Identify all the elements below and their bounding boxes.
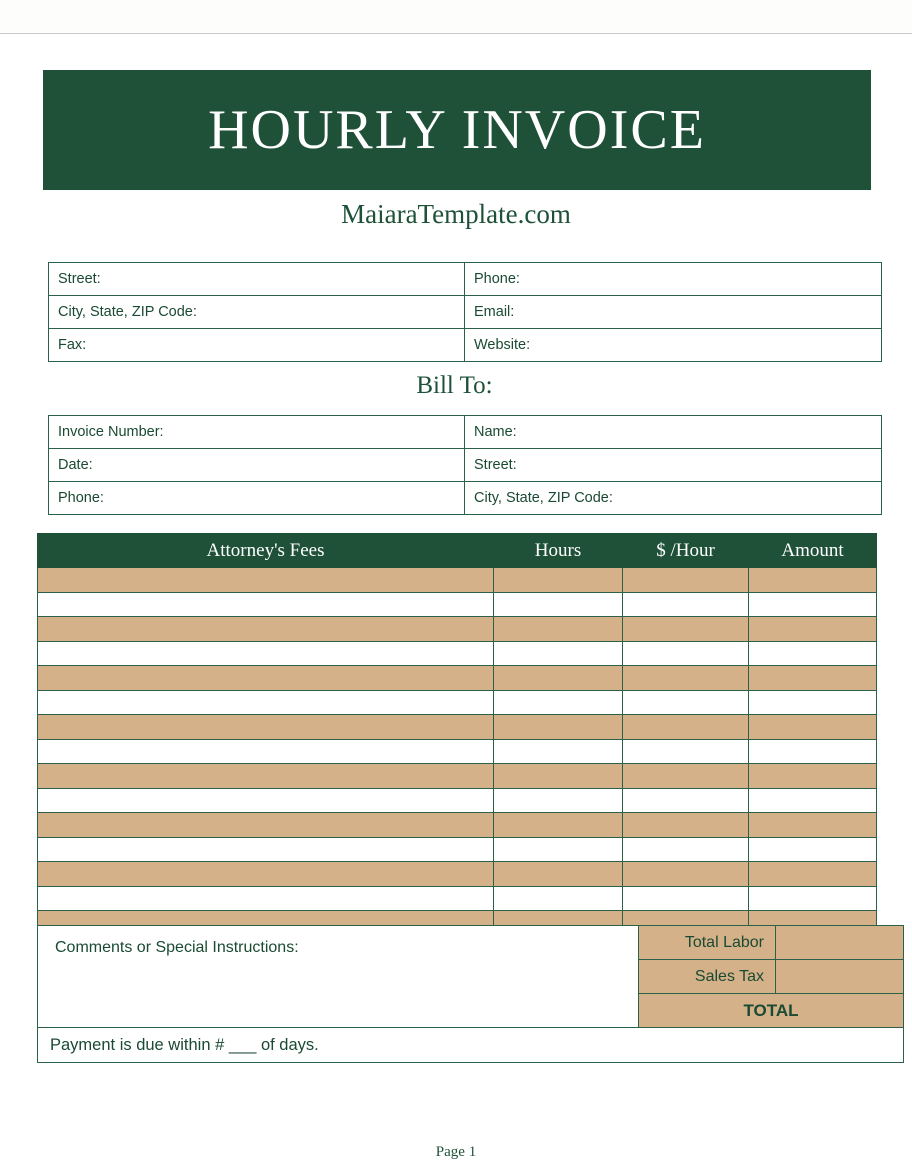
line-item-rate-cell[interactable]: [623, 886, 749, 911]
line-item-hours-cell[interactable]: [494, 764, 623, 789]
line-item-amount-cell[interactable]: [749, 592, 877, 617]
line-item-amount-cell[interactable]: [749, 641, 877, 666]
line-item-rate-cell[interactable]: [623, 666, 749, 691]
field-client-name[interactable]: Name:: [465, 416, 882, 449]
line-item-hours-cell[interactable]: [494, 862, 623, 887]
line-item-rate-cell[interactable]: [623, 617, 749, 642]
comments-cell[interactable]: Comments or Special Instructions:: [38, 926, 639, 1028]
line-item-hours-cell[interactable]: [494, 788, 623, 813]
column-header-rate: $ /Hour: [623, 534, 749, 568]
line-items-header-row: [38, 534, 877, 568]
line-item-rate-cell[interactable]: [623, 764, 749, 789]
line-item-row: [38, 617, 877, 642]
contact-info-table: [48, 262, 882, 362]
line-item-row: [38, 568, 877, 593]
line-item-rate-cell[interactable]: [623, 641, 749, 666]
field-phone[interactable]: Phone:: [465, 263, 882, 296]
line-item-hours-cell[interactable]: [494, 739, 623, 764]
field-city-state-zip[interactable]: City, State, ZIP Code:: [49, 296, 465, 329]
field-website[interactable]: Website:: [465, 329, 882, 362]
page-bottom-cutoff: [0, 1144, 912, 1160]
line-item-row: [38, 690, 877, 715]
line-item-row: [38, 715, 877, 740]
line-item-amount-cell[interactable]: [749, 788, 877, 813]
field-fax[interactable]: Fax:: [49, 329, 465, 362]
line-item-amount-cell[interactable]: [749, 886, 877, 911]
total-labor-label: Total Labor: [639, 926, 776, 960]
table-row: [49, 296, 882, 329]
line-item-hours-cell[interactable]: [494, 715, 623, 740]
line-item-amount-cell[interactable]: [749, 568, 877, 593]
line-item-rate-cell[interactable]: [623, 788, 749, 813]
sales-tax-value[interactable]: [776, 960, 904, 994]
table-row: [49, 329, 882, 362]
line-item-description-cell[interactable]: [38, 862, 494, 887]
line-item-description-cell[interactable]: [38, 715, 494, 740]
line-item-hours-cell[interactable]: [494, 886, 623, 911]
field-client-street[interactable]: Street:: [465, 449, 882, 482]
grand-total-label: TOTAL: [639, 994, 904, 1028]
line-item-description-cell[interactable]: [38, 837, 494, 862]
line-item-row: [38, 764, 877, 789]
line-item-row: [38, 862, 877, 887]
table-row: [38, 926, 904, 960]
table-row: [49, 416, 882, 449]
line-item-rate-cell[interactable]: [623, 568, 749, 593]
line-item-hours-cell[interactable]: [494, 617, 623, 642]
field-invoice-number[interactable]: Invoice Number:: [49, 416, 465, 449]
table-row: [49, 449, 882, 482]
line-item-rate-cell[interactable]: [623, 592, 749, 617]
line-item-hours-cell[interactable]: [494, 837, 623, 862]
column-header-amount: Amount: [749, 534, 877, 568]
column-header-hours: Hours: [494, 534, 623, 568]
line-item-description-cell[interactable]: [38, 739, 494, 764]
line-item-rate-cell[interactable]: [623, 862, 749, 887]
line-item-description-cell[interactable]: [38, 788, 494, 813]
line-item-hours-cell[interactable]: [494, 592, 623, 617]
line-item-description-cell[interactable]: [38, 764, 494, 789]
column-header-description: Attorney's Fees: [38, 534, 494, 568]
title-banner: [43, 70, 871, 190]
line-item-rate-cell[interactable]: [623, 690, 749, 715]
line-item-hours-cell[interactable]: [494, 690, 623, 715]
line-item-rate-cell[interactable]: [623, 837, 749, 862]
line-item-row: [38, 592, 877, 617]
line-item-row: [38, 666, 877, 691]
payment-terms[interactable]: Payment is due within # ___ of days.: [38, 1028, 904, 1063]
line-item-description-cell[interactable]: [38, 617, 494, 642]
line-item-description-cell[interactable]: [38, 690, 494, 715]
field-street[interactable]: Street:: [49, 263, 465, 296]
field-client-phone[interactable]: Phone:: [49, 482, 465, 515]
line-item-amount-cell[interactable]: [749, 862, 877, 887]
line-item-row: [38, 886, 877, 911]
bill-to-heading: Bill To:: [416, 372, 493, 399]
field-client-city-state-zip[interactable]: City, State, ZIP Code:: [465, 482, 882, 515]
line-item-amount-cell[interactable]: [749, 813, 877, 838]
invoice-sheet: [0, 34, 912, 1152]
line-item-amount-cell[interactable]: [749, 837, 877, 862]
table-row: [38, 1028, 904, 1063]
site-url: MaiaraTemplate.com: [341, 199, 571, 229]
line-item-amount-cell[interactable]: [749, 617, 877, 642]
line-item-amount-cell[interactable]: [749, 739, 877, 764]
line-item-row: [38, 788, 877, 813]
bill-to-table: [48, 415, 882, 515]
line-item-amount-cell[interactable]: [749, 666, 877, 691]
line-item-row: [38, 739, 877, 764]
line-item-amount-cell[interactable]: [749, 715, 877, 740]
table-row: [49, 482, 882, 515]
page-bottom-text: Page 1: [435, 1144, 477, 1160]
line-item-rate-cell[interactable]: [623, 813, 749, 838]
page-title: HOURLY INVOICE: [208, 99, 706, 161]
line-item-description-cell[interactable]: [38, 666, 494, 691]
line-item-row: [38, 813, 877, 838]
line-item-description-cell[interactable]: [38, 641, 494, 666]
line-item-rate-cell[interactable]: [623, 739, 749, 764]
line-item-amount-cell[interactable]: [749, 690, 877, 715]
line-item-amount-cell[interactable]: [749, 764, 877, 789]
line-item-description-cell[interactable]: [38, 568, 494, 593]
line-item-rate-cell[interactable]: [623, 715, 749, 740]
line-item-row: [38, 837, 877, 862]
line-item-description-cell[interactable]: [38, 592, 494, 617]
line-item-hours-cell[interactable]: [494, 568, 623, 593]
line-item-description-cell[interactable]: [38, 886, 494, 911]
line-item-hours-cell[interactable]: [494, 813, 623, 838]
field-email[interactable]: Email:: [465, 296, 882, 329]
line-item-hours-cell[interactable]: [494, 641, 623, 666]
table-row: [49, 263, 882, 296]
total-labor-value[interactable]: [776, 926, 904, 960]
line-item-hours-cell[interactable]: [494, 666, 623, 691]
sales-tax-label: Sales Tax: [639, 960, 776, 994]
field-date[interactable]: Date:: [49, 449, 465, 482]
line-items-table: [37, 533, 877, 936]
totals-and-comments-table: [37, 925, 904, 1063]
line-item-row: [38, 641, 877, 666]
line-item-description-cell[interactable]: [38, 813, 494, 838]
